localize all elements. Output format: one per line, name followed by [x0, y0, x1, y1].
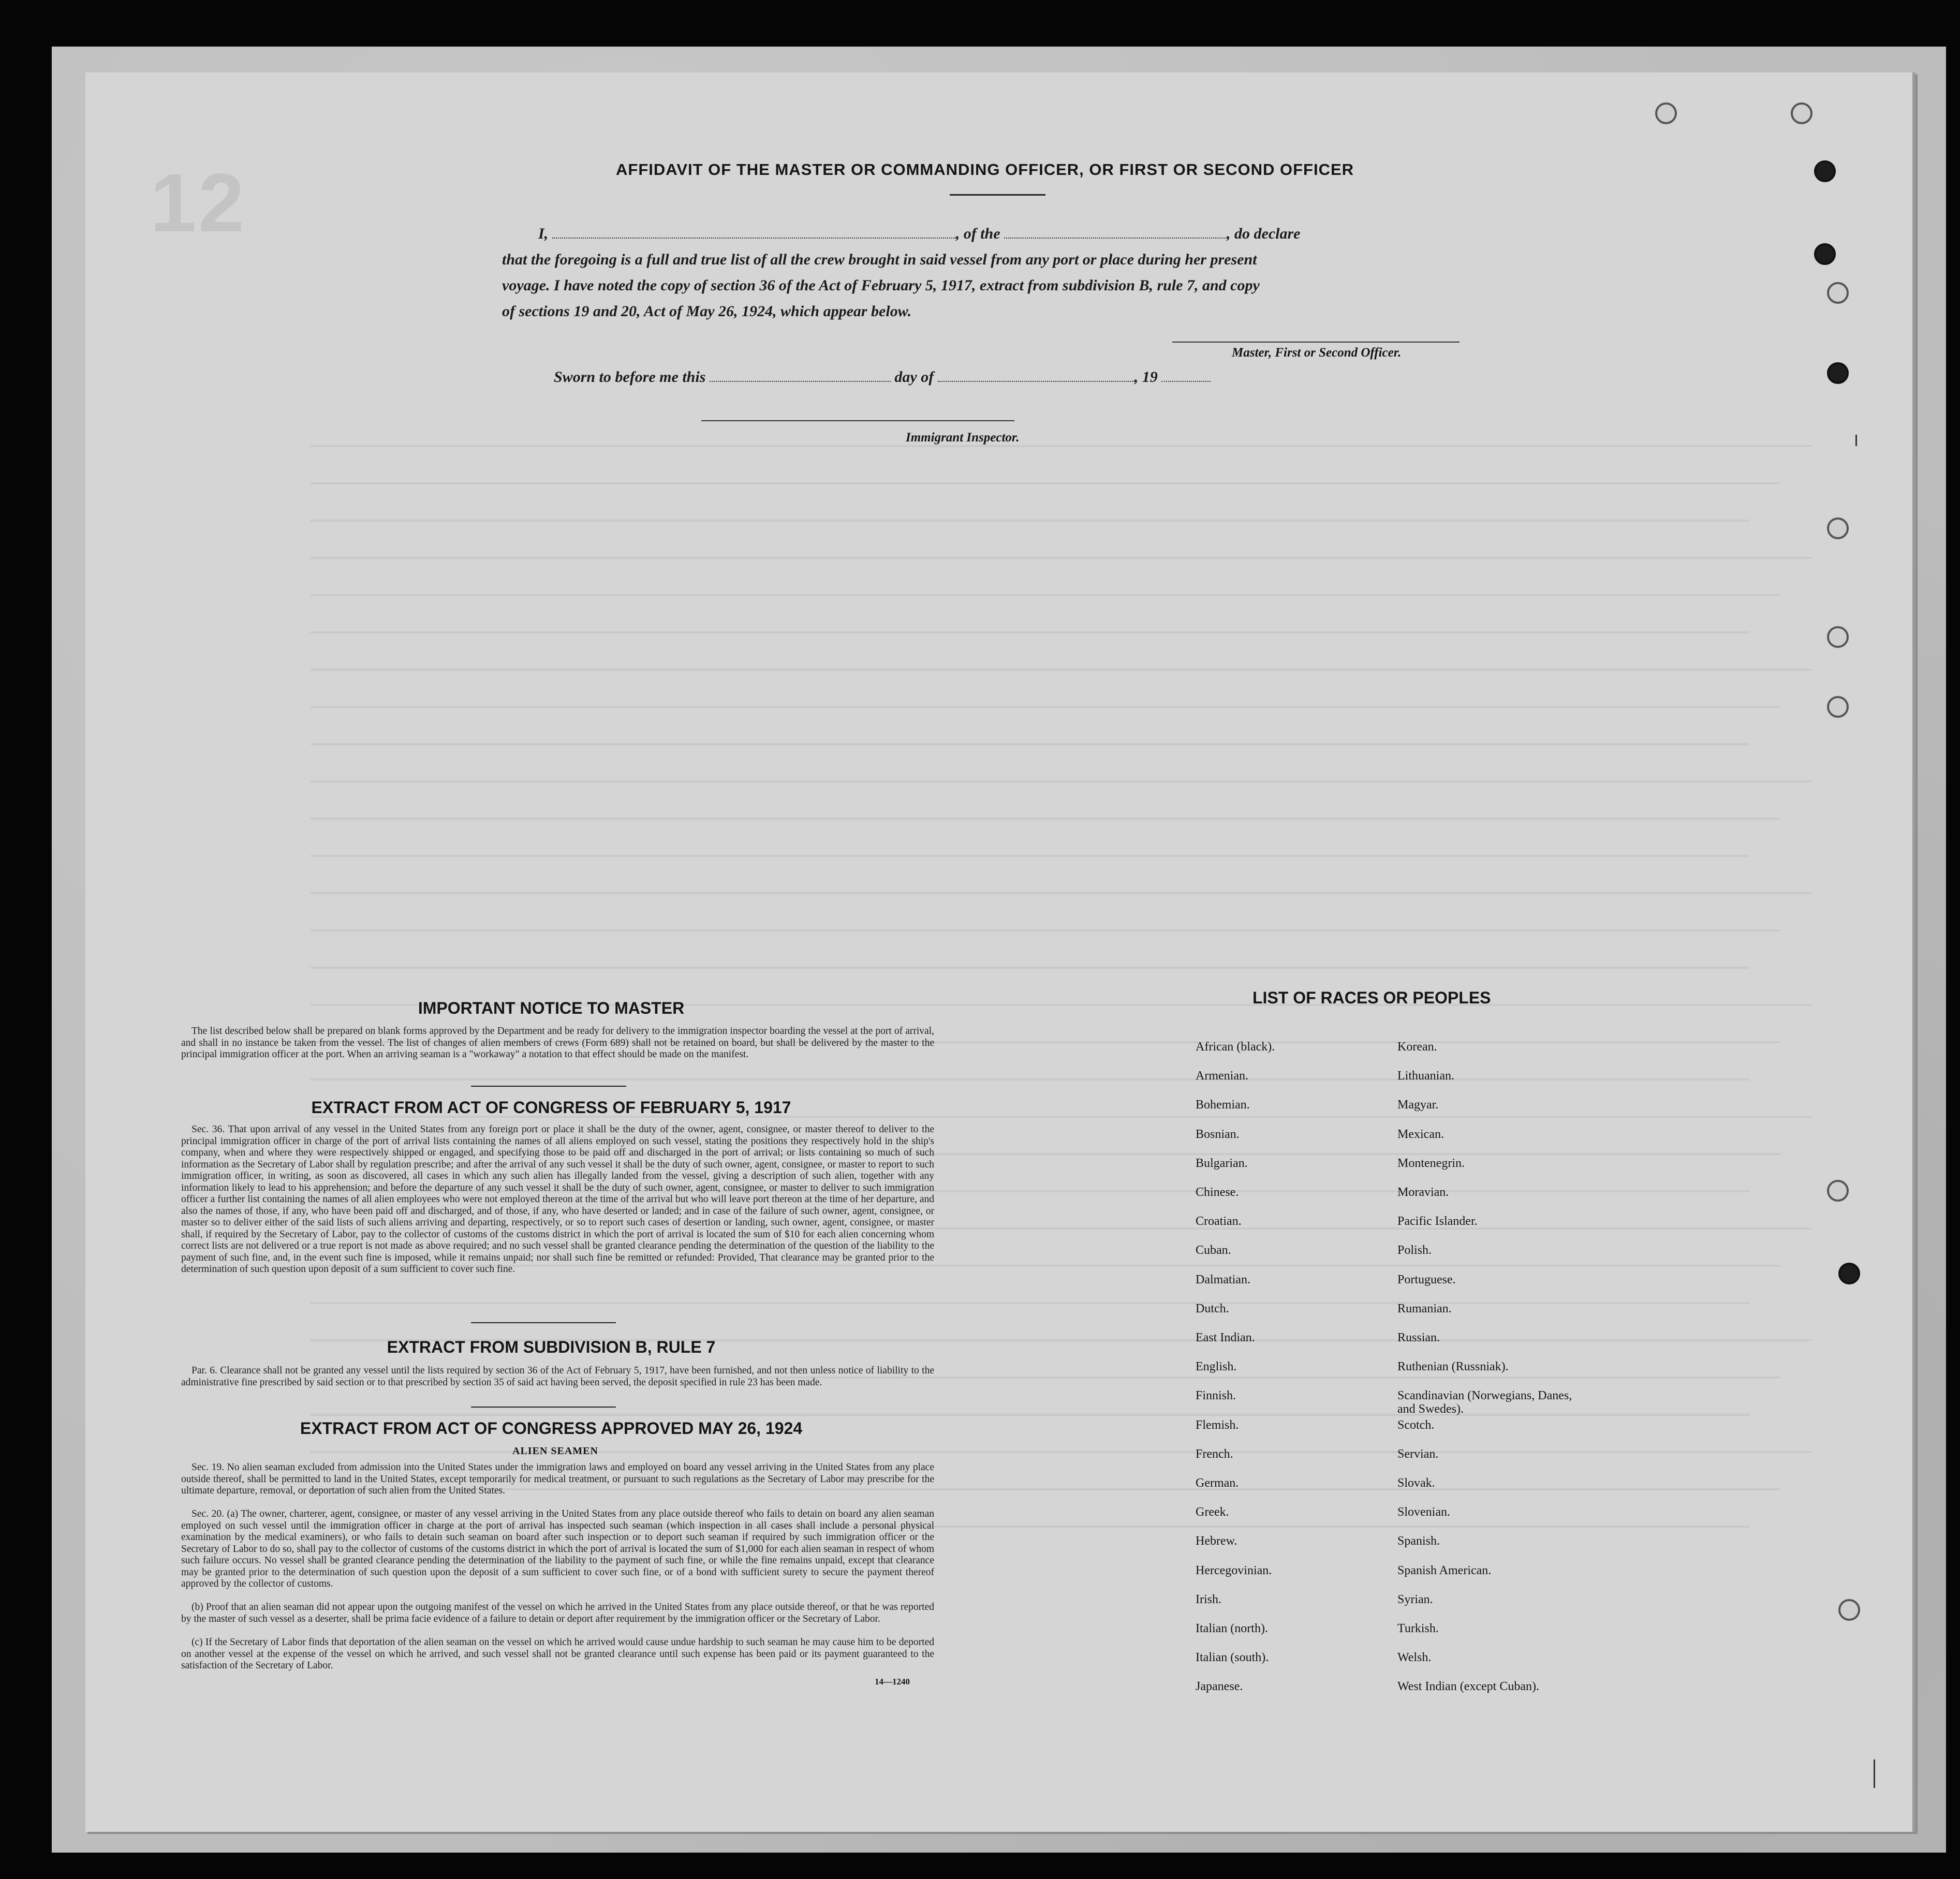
affidavit-line-1: [538, 225, 1300, 243]
bleed-through-number: 12: [150, 156, 246, 249]
race-item: Russian.: [1397, 1331, 1440, 1344]
inspector-signature-line: [701, 420, 1014, 421]
extract-1917-text: Sec. 36. That upon arrival of any vessel in the United States from any foreign port or place it shall be the duty of the owner, agent, consignee, or master thereof to deliver to the principal immigration officer in charge of the port of arrival lists containing the names of all aliens employed on such vessel, stating the positions they respectively hold in the ship's company, when and where they were respectively shipped or engaged, and specifying those to be paid off and discharged in the port of arrival; or lists containing so much of such information as the Secretary of Labor shall by regulation prescribe; and after the arrival of any such vessel it shall be the duty of such owner, agent, consignee, or master to report to such immigration officer, in writing, as soon as discovered, all cases in which any such alien has illegally landed from the vessel, giving a description of such alien, together with any information likely to lead to his apprehension; and before the departure of any such vessel it shall be the duty of such owner, agent, consignee, or master to deliver to such immigration officer a further list containing the names of all alien employees who were not employed thereon at the time of the arrival but who will leave port thereon at the time of her departure, and also the names of those, if any, who have been paid off and discharged, and of those, if any, who have deserted or landed; and in case of the failure of such owner, agent, consignee, or master so to deliver either of the said lists of such aliens arriving and departing, respectively, or so to report such cases of desertion or landing, such owner, agent, consignee, or master shall, if required by the Secretary of Labor, pay to the collector of customs of the customs district in which the port of arrival is located the sum of $10 for each alien concerning whom correct lists are not delivered or a true report is not made as above required; and no such vessel shall be granted clearance pending the determination of the question of the liability to the payment of such fine, and, in the event such fine is imposed, while it remains unpaid; nor shall such fine be remitted or refunded: Provided, That clearance may be granted prior to the determination of such question upon deposit of a sum sufficient to cover such fine.: [181, 1124, 934, 1275]
master-signature-line: [1172, 342, 1460, 343]
race-item: Portuguese.: [1397, 1273, 1456, 1286]
race-item: Dalmatian.: [1196, 1273, 1250, 1286]
race-item: Hercegovinian.: [1196, 1563, 1272, 1577]
race-item: African (black).: [1196, 1040, 1275, 1054]
bleed-through-row: [311, 520, 1749, 522]
race-item: Cuban.: [1196, 1244, 1231, 1257]
affidavit-line-3: voyage. I have noted the copy of section 36 of the Act of February 5, 1917, extract from subdivision B, rule 7, and copy: [502, 277, 1260, 294]
sworn-year-field: [1161, 372, 1211, 382]
punch-hole: [1838, 1599, 1860, 1621]
declare-label: , do declare: [1227, 225, 1301, 242]
race-item: Korean.: [1397, 1040, 1437, 1054]
race-item: Finnish.: [1196, 1389, 1236, 1403]
declarant-name-field: [552, 228, 956, 239]
race-item: Bulgarian.: [1196, 1156, 1248, 1170]
bleed-through-row: [311, 594, 1780, 596]
extract-rule7-title: EXTRACT FROM SUBDIVISION B, RULE 7: [387, 1338, 716, 1356]
race-item: Pacific Islander.: [1397, 1215, 1478, 1229]
form-number: 14—1240: [875, 1677, 910, 1686]
race-item: Spanish American.: [1397, 1563, 1492, 1577]
race-item: Welsh.: [1397, 1651, 1432, 1665]
race-item: Chinese.: [1196, 1186, 1239, 1199]
race-item: Italian (north).: [1196, 1622, 1268, 1635]
race-item: Flemish.: [1196, 1418, 1239, 1432]
race-item: Polish.: [1397, 1244, 1432, 1257]
punch-hole: [1827, 1180, 1849, 1202]
race-item: Servian.: [1397, 1447, 1439, 1461]
race-item: German.: [1196, 1476, 1239, 1490]
divider: [471, 1086, 626, 1087]
bleed-through-row: [311, 780, 1811, 782]
sworn-day-field: [710, 372, 891, 382]
affidavit-line-2: that the foregoing is a full and true list of all the crew brought in said vessel from any port or place during her present: [502, 251, 1257, 268]
inspector-signature-caption: Immigrant Inspector.: [906, 431, 1020, 445]
race-item: Slovenian.: [1397, 1505, 1450, 1519]
punch-hole: [1827, 282, 1849, 304]
title-underline: [950, 194, 1045, 196]
punch-hole: [1827, 696, 1849, 718]
bleed-through-row: [311, 892, 1811, 894]
notice-text: The list described below shall be prepared on blank forms approved by the Department and be ready for delivery to the immigration inspector boarding the vessel at the port of arrival, and shall in no instance be taken from the vessel. The list of changes of alien members of crews (Form 689) shall not be retained on board, but shall be delivered by the master to the principal immigration officer at the port. When an arriving seaman is a "workaway" a notation to that effect should be made on the manifest.: [181, 1026, 934, 1060]
edge-mark: [1874, 1759, 1875, 1788]
bleed-through-row: [311, 929, 1780, 931]
year-label: , 19: [1134, 368, 1158, 386]
punch-hole: [1838, 1263, 1860, 1284]
punch-hole: [1814, 243, 1836, 265]
race-item: Italian (south).: [1196, 1651, 1269, 1665]
bleed-through-row: [311, 1302, 1749, 1304]
declarant-label: I,: [538, 225, 549, 242]
divider: [471, 1407, 616, 1408]
extract-rule7-text: Par. 6. Clearance shall not be granted any vessel until the lists required by section 36 of the Act of February 5, 1917, have been furnished, and not then unless notice of liability to the administrative fine prescribed by said section or to that prescribed by section 35 of said act having been served, the deposit specified in rule 23 has been made.: [181, 1365, 934, 1388]
punch-hole: [1827, 362, 1849, 384]
bleed-through-row: [311, 743, 1749, 745]
extract-1924-sec20a: Sec. 20. (a) The owner, charterer, agent, consignee, or master of any vessel arriving in the United States from any place outside thereof who fails to detain on board any alien seaman employed on such vessel until the immigration officer in charge at the port of arrival has inspected such seaman (which inspection in all cases shall include a personal physical examination by the medical examiners), or who fails to detain such seaman on board after such inspection or to deport such seaman if required by such immigration officer or the Secretary of Labor to do so, shall pay to the collector of customs of the customs district in which the port of arrival is located the sum of $1,000 for each alien seaman in respect of whom such failure occurs. No vessel shall be granted clearance pending the determination of the liability to the payment of such fine, or while the fine remains unpaid, except that clearance may be granted prior to the determination of such question upon the deposit of a sum sufficient to cover such fine, or of a bond with sufficient surety to secure the payment thereof approved by the collector of customs.: [181, 1508, 934, 1589]
race-item: Croatian.: [1196, 1215, 1242, 1229]
punch-hole: [1827, 626, 1849, 648]
sworn-month-field: [938, 372, 1134, 382]
race-item: Greek.: [1196, 1505, 1229, 1519]
race-item: Japanese.: [1196, 1680, 1243, 1694]
extract-1924-sec20b: (b) Proof that an alien seaman did not appear upon the outgoing manifest of the vessel on which he arrived in the United States from any place outside thereof, or that he was reported by the master of such vessel as a deserter, shall be prima facie evidence of a failure to detain or deport after requirement by the immigration officer or the Secretary of Labor.: [181, 1602, 934, 1624]
vessel-name-field: [1004, 228, 1227, 239]
bleed-through-row: [311, 818, 1780, 820]
sworn-label: Sworn to before me this: [554, 368, 706, 386]
bleed-through-row: [311, 482, 1780, 484]
race-item: Slovak.: [1397, 1476, 1435, 1490]
punch-hole: [1655, 102, 1677, 124]
edge-mark: [1855, 435, 1857, 446]
races-title: LIST OF RACES OR PEOPLES: [1252, 988, 1491, 1007]
race-item: Bosnian.: [1196, 1127, 1240, 1141]
race-item: Bohemian.: [1196, 1098, 1250, 1112]
race-item: East Indian.: [1196, 1331, 1255, 1344]
extract-1924-title: EXTRACT FROM ACT OF CONGRESS APPROVED MAY 26, 1924: [300, 1419, 803, 1438]
race-item: Hebrew.: [1196, 1534, 1237, 1548]
race-item: Magyar.: [1397, 1098, 1439, 1112]
race-item: Turkish.: [1397, 1622, 1439, 1635]
punch-hole: [1791, 102, 1812, 124]
bleed-through-row: [311, 445, 1811, 447]
race-item: Rumanian.: [1397, 1301, 1452, 1315]
extract-1924-sec19: Sec. 19. No alien seaman excluded from admission into the United States under the immigration laws and employed on board any vessel arriving in the United States from any place outside thereof, shall be permitted to land in the United States, except temporarily for medical treatment, or pursuant to such regulations as the Secretary of Labor may prescribe for the ultimate departure, removal, or deportation of such alien from the United States.: [181, 1462, 934, 1496]
bleed-through-row: [311, 967, 1749, 969]
race-item: Lithuanian.: [1397, 1069, 1454, 1083]
day-of-label: day of: [894, 368, 934, 386]
race-item: French.: [1196, 1447, 1233, 1461]
alien-seamen-heading: ALIEN SEAMEN: [512, 1445, 598, 1457]
notice-title: IMPORTANT NOTICE TO MASTER: [418, 999, 685, 1017]
punch-hole: [1814, 160, 1836, 182]
race-item: Ruthenian (Russniak).: [1397, 1360, 1509, 1374]
race-item: English.: [1196, 1360, 1237, 1374]
race-item: Irish.: [1196, 1592, 1221, 1606]
race-item: Montenegrin.: [1397, 1156, 1465, 1170]
vessel-label: , of the: [955, 225, 1000, 242]
bleed-through-row: [311, 669, 1811, 671]
race-item: Dutch.: [1196, 1301, 1229, 1315]
punch-hole: [1827, 517, 1849, 539]
race-item: Spanish.: [1397, 1534, 1440, 1548]
bleed-through-row: [311, 557, 1811, 559]
race-item: Syrian.: [1397, 1592, 1433, 1606]
race-item: Scotch.: [1397, 1418, 1435, 1432]
race-item: Mexican.: [1397, 1127, 1444, 1141]
extract-1917-title: EXTRACT FROM ACT OF CONGRESS OF FEBRUARY 5, 1917: [311, 1098, 791, 1117]
master-signature-caption: Master, First or Second Officer.: [1232, 346, 1402, 360]
race-item: Armenian.: [1196, 1069, 1248, 1083]
bleed-through-row: [311, 855, 1749, 857]
affidavit-line-4: of sections 19 and 20, Act of May 26, 1924, which appear below.: [502, 303, 912, 320]
bleed-through-row: [311, 631, 1749, 633]
divider: [471, 1322, 616, 1323]
affidavit-title: AFFIDAVIT OF THE MASTER OR COMMANDING OFFICER, OR FIRST OR SECOND OFFICER: [616, 160, 1354, 179]
sworn-line: [554, 368, 1211, 386]
bleed-through-row: [311, 1078, 1749, 1081]
race-item: Scandinavian (Norwegians, Danes, and Swedes).: [1397, 1389, 1572, 1416]
race-item: West Indian (except Cuban).: [1397, 1680, 1539, 1694]
race-item: Moravian.: [1397, 1186, 1449, 1199]
bleed-through-row: [311, 706, 1780, 708]
extract-1924-sec20c: (c) If the Secretary of Labor finds that deportation of the alien seaman on the vessel on which he arrived would cause undue hardship to such seaman he may cause him to be deported on another vessel at the expense of the vessel on which he arrived, and such vessel shall not be granted clearance until such expense has been paid or its payment guaranteed to the satisfaction of the Secretary of Labor.: [181, 1637, 934, 1671]
